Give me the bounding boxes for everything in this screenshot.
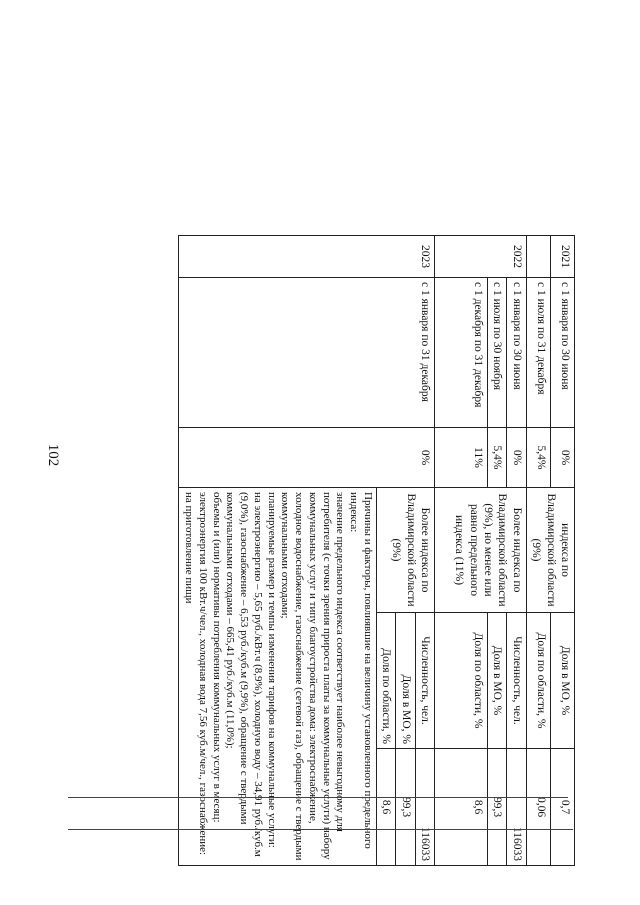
period-cell: с 1 декабря по 31 декабря xyxy=(435,278,488,428)
reasons-paragraph: значение предельного индекса соответствует наиболее невыгодному для потребителя (с точки зрения прироста платы за коммунальные услуги) набору коммунальных услуг и типу благоустройства дома: электроснабжение, холодное водоснабжение, газоснабжение (сетевой газ), обращение с твердыми коммунальными отходами; xyxy=(279,492,347,861)
indicator-label: Численность, чел. xyxy=(415,613,434,749)
percent-cell: 0% xyxy=(179,428,435,488)
indicator-value: 0,06 xyxy=(526,749,550,866)
indicator-label: Доля в МО, % xyxy=(488,613,507,749)
indicator-value: 116033 xyxy=(415,749,434,866)
indicator-value: 116033 xyxy=(507,749,526,866)
reasons-cell xyxy=(179,488,377,866)
reasons-paragraph: объемы и (или) нормативы потребления коммунальных услуг в месяц: электроэнергия 100 кВт.ч/чел., холодная вода 7,56 куб.м/чел., газоснабжение: на приготовление пищи xyxy=(183,492,223,856)
percent-cell: 5,4% xyxy=(526,428,550,488)
indicator-value: 8,6 xyxy=(435,749,488,866)
percent-cell: 0% xyxy=(550,428,574,488)
indicator-value: 8,6 xyxy=(377,749,396,866)
page-number: 102 xyxy=(45,443,61,467)
year-cell: 2023 xyxy=(179,236,435,278)
table-row xyxy=(415,236,434,866)
scan-artifact-line xyxy=(68,797,568,798)
period-cell: с 1 января по 31 декабря xyxy=(179,278,435,428)
indicator-label: Доля по области, % xyxy=(435,613,488,749)
indicator-label: Доля по области, % xyxy=(377,613,396,749)
indicator-value: 99,3 xyxy=(488,749,507,866)
table-row xyxy=(550,236,574,866)
period-cell: с 1 января по 30 июня xyxy=(550,278,574,428)
year-cell: 2021 xyxy=(550,236,574,278)
indicator-value: 0,7 xyxy=(550,749,574,866)
scan-artifact-line xyxy=(68,829,573,830)
year-cell xyxy=(526,236,550,278)
reasons-paragraph: Причины и факторы, повлиявшие на величину установленного предельного индекса: xyxy=(348,492,374,849)
period-cell: с 1 июля по 30 ноября xyxy=(488,278,507,428)
year-cell: 2022 xyxy=(435,236,527,278)
period-cell: с 1 января по 30 июня xyxy=(507,278,526,428)
indicator-label: Доля в МО, % xyxy=(396,613,415,749)
indicator-label: Численность, чел. xyxy=(507,613,526,749)
indicator-label: Доля в МО, % xyxy=(550,613,574,749)
percent-cell: 0% xyxy=(507,428,526,488)
index-condition-cell: индекса по Владимирской области (9%) xyxy=(526,488,574,613)
indicator-value: 99,3 xyxy=(396,749,415,866)
percent-cell: 5,4% xyxy=(488,428,507,488)
table-row xyxy=(507,236,526,866)
indicator-label: Доля по области, % xyxy=(526,613,550,749)
reasons-paragraph: планируемые размер и темпы изменения тарифов на коммунальные услуги: на электроэнергию – 5,65 руб./кВт.ч (8,9%), холодную воду – 34,91 руб./куб.м (9,0%), газоснабжение – 6,53 руб./куб.м (9,9%), обращение с твердыми коммунальными отходами – 665,41 руб./куб.м (11,0%); xyxy=(224,492,278,857)
index-condition-cell: Более индекса по Владимирской области (9%) xyxy=(377,488,435,613)
tariff-table xyxy=(179,235,576,866)
percent-cell: 11% xyxy=(435,428,488,488)
index-condition-cell: Более индекса по Владимирской области (9%), но менее или равно предельного индекса (11%) xyxy=(435,488,527,613)
period-cell: с 1 июля по 31 декабря xyxy=(526,278,550,428)
